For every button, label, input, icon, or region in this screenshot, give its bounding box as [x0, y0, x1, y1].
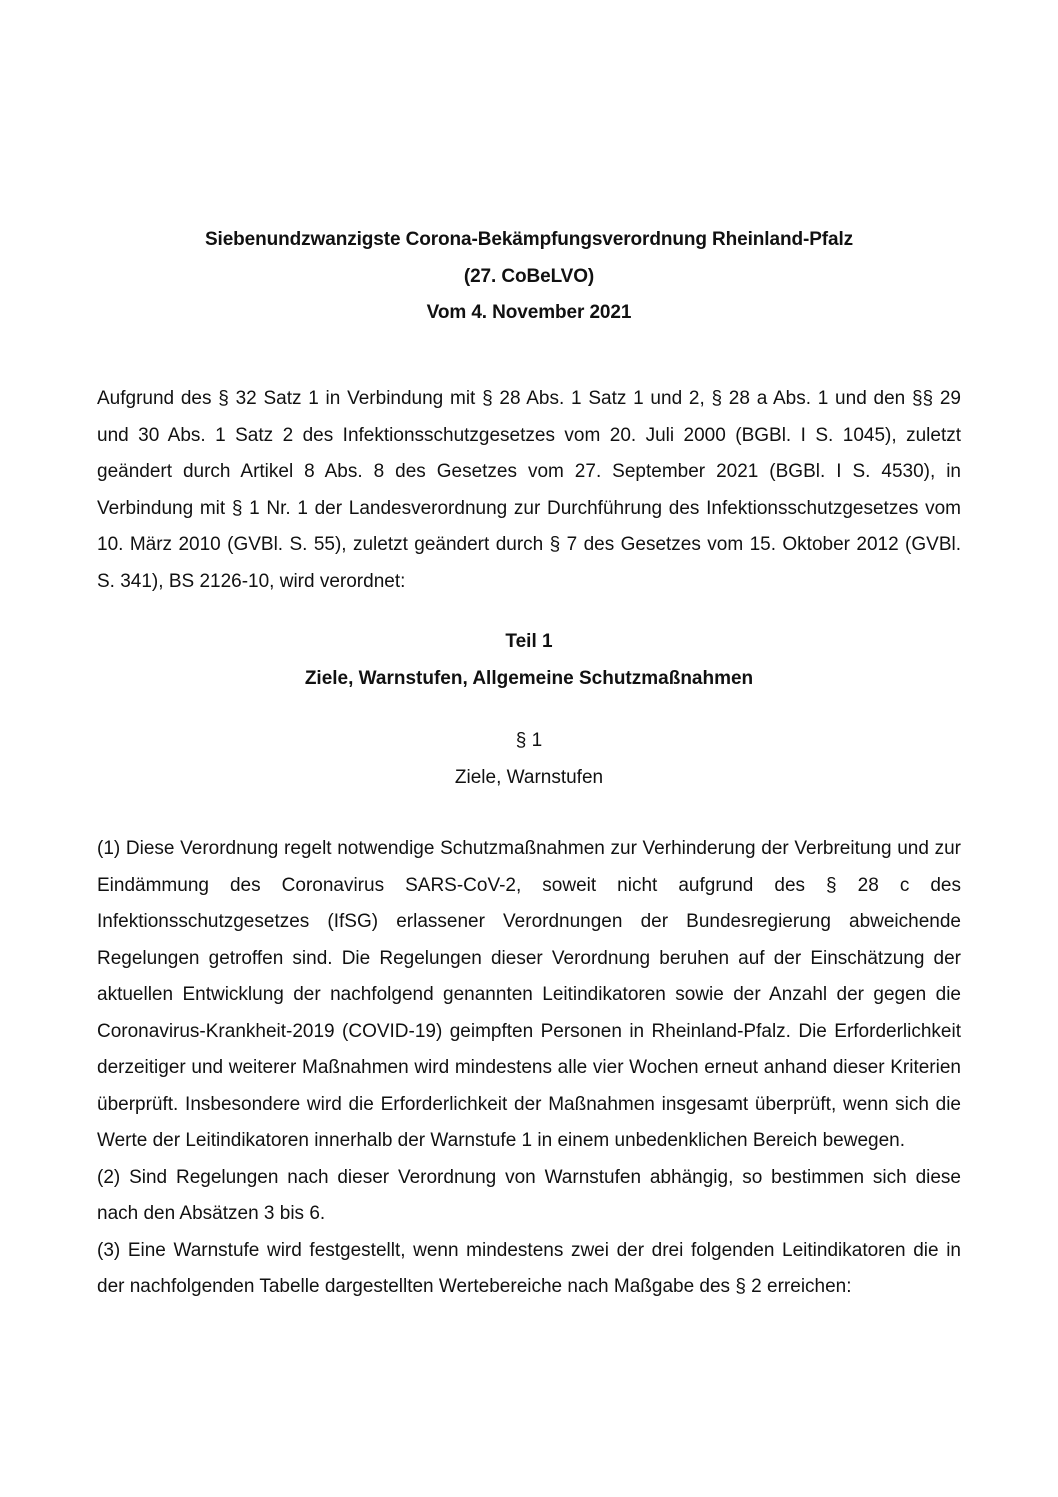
part-number: Teil 1 [505, 631, 553, 652]
document-title [0, 222, 1058, 332]
section-number: § 1 [515, 730, 543, 751]
paragraph-2: (2) Sind Regelungen nach dieser Verordnung von Warnstufen abhängig, so bestimmen sich diese nach den Absätzen 3 bis 6. [97, 1166, 961, 1224]
title-line-2: (27. CoBeLVO) [463, 265, 595, 287]
section-title: Ziele, Warnstufen [454, 767, 604, 788]
paragraph-3: (3) Eine Warnstufe wird festgestellt, wenn mindestens zwei der drei folgenden Leitindikatoren die in der nachfolgenden Tabelle dargestellten Wertebereiche nach Maßgabe des § 2 erreichen: [97, 1239, 961, 1297]
paragraph-1: (1) Diese Verordnung regelt notwendige Schutzmaßnahmen zur Verhinderung der Verbreitung und zur Eindämmung des Coronavirus SARS-CoV-2, soweit nicht aufgrund des § 28 c des Infektionsschutzgesetzes (IfSG) erlassener Verordnungen der Bundesregierung abweichende Regelungen getroffen sind. Die Regelungen dieser Verordnung beruhen auf der Einschätzung der aktuellen Entwicklung der nachfolgend genannten Leitindikatoren sowie der Anzahl der gegen die Coronavirus-Krankheit-2019 (COVID-19) geimpften Personen in Rheinland-Pfalz. Die Erforderlichkeit derzeitiger und weiterer Maßnahmen wird mindestens alle vier Wochen erneut anhand dieser Kriterien überprüft. Insbesondere wird die Erforderlichkeit der Maßnahmen insgesamt überprüft, wenn sich die Werte der Leitindikatoren innerhalb der Warnstufe 1 in einem unbedenklichen Bereich bewegen. [97, 838, 961, 1151]
preamble-paragraph [97, 381, 961, 600]
title-line-1: Siebenundzwanzigste Corona-Bekämpfungsverordnung Rheinland-Pfalz [204, 229, 854, 250]
preamble-text: Aufgrund des § 32 Satz 1 in Verbindung mit § 28 Abs. 1 Satz 1 und 2, § 28 a Abs. 1 und den §§ 29 und 30 Abs. 1 Satz 2 des Infektionsschutzgesetzes vom 20. Juli 2000 (BGBl. I S. 1045), zuletzt geändert durch Artikel 8 Abs. 8 des Gesetzes vom 27. September 2021 (BGBl. I S. 4530), in Verbindung mit § 1 Nr. 1 der Landesverordnung zur Durchführung des Infektionsschutzgesetzes vom 10. März 2010 (GVBl. S. 55), zuletzt geändert durch § 7 des Gesetzes vom 15. Oktober 2012 (GVBl. S. 341), BS 2126-10, wird verordnet: [97, 388, 961, 592]
section-body [97, 831, 961, 1306]
part-title: Ziele, Warnstufen, Allgemeine Schutzmaßnahmen [304, 668, 754, 689]
title-line-3: Vom 4. November 2021 [426, 302, 632, 323]
